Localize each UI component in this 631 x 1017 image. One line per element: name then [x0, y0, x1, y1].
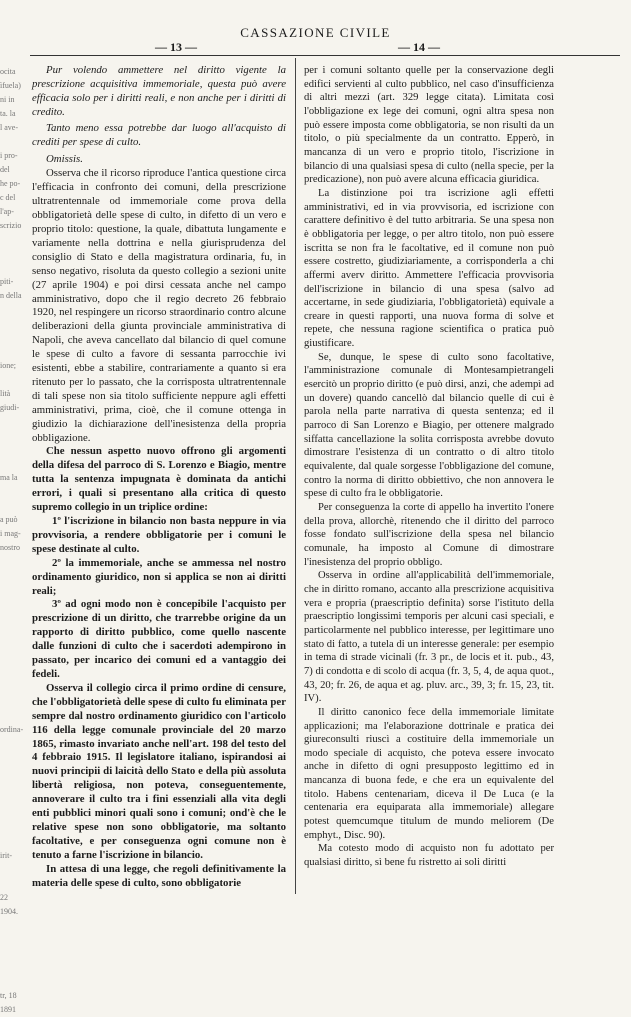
- body-paragraph: Osserva che il ricorso riproduce l'antica questione circa l'efficacia in confronto dei comuni, della prescrizione ultratrentennale od immemoriale come prova della obbligatorietà delle spese di culto, in difetto di un vero e proprio titolo: questione, la quale, dibattuta lungamente e variamente nella dottrina e nella giurisprudenza del consiglio di Stato e della magistratura ordinaria, fu, in senso negativo, risoluta da questo collegio a sezioni unite (27 aprile 1904) e poi dirsi cessata anche nel campo amministrativo, dopo che il regio decreto 26 febbraio 1920, nel respingere un ricorso straordinario contro alcune deliberazioni della giunta provinciale amministrativa di Napoli, che aveva cancellato dal bilancio di quel comune le spese di culto a favore di sessanta parrocchie ivi esistenti, ebbe a stabilire, contrariamente a quanto si era ritenuto per lo passato, che la corrisposta ultratrentennale di tali spese non sia titolo sufficiente neppure agli effetti amministrativi, prima, cioè, che il comune ottenga in giudizio la dichiarazione dell'inesistenza della propria obbligazione.: [32, 167, 286, 444]
- margin-fragment: i mag-: [0, 529, 21, 538]
- margin-fragment: ni in: [0, 95, 15, 104]
- list-item: 1º l'iscrizione in bilancio non basta neppure in via provvisoria, a rendere obbligatorie per i comuni le spese destinate al culto.: [32, 515, 286, 555]
- margin-fragment: [0, 821, 24, 835]
- maxim-paragraph: Pur volendo ammettere nel diritto vigente la prescrizione acquisitiva immemoriale, questa può avere efficacia solo per i diritti reali, e non anche per i diritti di credito.: [32, 64, 286, 118]
- left-page-number: — 13 —: [155, 40, 197, 54]
- margin-fragment: [0, 583, 24, 597]
- margin-fragment: ta. la: [0, 109, 16, 118]
- margin-fragment: ocita: [0, 67, 16, 76]
- margin-fragment: ordina-: [0, 725, 24, 734]
- margin-fragment: [0, 457, 24, 471]
- margin-fragment: [0, 835, 24, 849]
- margin-fragment: nostro: [0, 543, 20, 552]
- margin-fragment: [0, 765, 24, 779]
- body-paragraph: Se, dunque, le spese di culto sono facoltative, l'amministrazione comunale di Montesampietrangeli esercitò un proprio diritto (e può dirsi, anzi, che adempì ad un dovere) quando cancellò dal bilancio quelle di cui è parola nella parte narrativa di questa sentenza; ed il parroco di San Lorenzo e Biagio, per ottenere malgrado siffatta cancellazione la solita corrisposta avrebbe dovuto dimostrare l'esistenza di un contratto o di altro titolo equivalente, dal quale sorgesse l'obbligazione del comune, contro la norma di diritto obbiettivo, che non annovera le spese di culto fra le obbligatorie.: [304, 351, 554, 500]
- margin-fragment: [0, 779, 24, 793]
- margin-fragment: [0, 807, 24, 821]
- margin-fragment: [0, 261, 24, 275]
- margin-fragment: [0, 653, 24, 667]
- right-page-number: — 14 —: [398, 40, 440, 54]
- margin-fragment: [0, 135, 24, 149]
- margin-fragment: [0, 303, 24, 317]
- margin-fragment: giudi-: [0, 403, 20, 412]
- margin-fragment: l ave-: [0, 123, 18, 132]
- body-paragraph: Per conseguenza la corte di appello ha invertito l'onere della prova, allorchè, ritenendo che il diritto del parroco fosse fondato sull'iscrizione della spesa nel bilancio comunale, ha imposto al Comune di dimostrare l'inesistenza del proprio obbligo.: [304, 502, 554, 568]
- margin-fragment: scrizio: [0, 221, 22, 230]
- margin-fragment: [0, 863, 24, 877]
- margin-fragment: [0, 961, 24, 975]
- margin-fragment: [0, 639, 24, 653]
- body-paragraph: Che nessun aspetto nuovo offrono gli argomenti della difesa del parroco di S. Lorenzo e Biagio, mentre tutta la sentenza impugnata è dominata da antichi errori, i quali si presentano alla critica di questo supremo collegio in un triplice ordine:: [32, 445, 286, 514]
- margin-fragment: piti-: [0, 277, 14, 286]
- margin-fragment: [0, 373, 24, 387]
- margin-fragment: 1904.: [0, 907, 18, 916]
- list-item: 2º la immemoriale, anche se ammessa nel nostro ordinamento giuridico, non si applica se non ai diritti reali;: [32, 556, 286, 597]
- margin-fragment: del: [0, 165, 10, 174]
- body-paragraph: In attesa di una legge, che regoli definitivamente la materia delle spese di culto, sono obbligatorie: [32, 862, 286, 889]
- margin-fragment: [0, 625, 24, 639]
- margin-fragment: c del: [0, 193, 16, 202]
- list-item: 3º ad ogni modo non è concepibile l'acquisto per prescrizione di un diritto, che trarrebbe origine da un rapporto di diritto pubblico, come quello nascente dalle funzioni di culto che i sacerdoti adempirono in passato, per incarico dei comuni ed a vantaggio dei fedeli.: [32, 598, 286, 680]
- margin-fragment: irit-: [0, 851, 12, 860]
- margin-fragment: [0, 667, 24, 681]
- margin-fragment: [0, 555, 24, 569]
- margin-fragment: ma la: [0, 473, 18, 482]
- margin-fragment: [0, 429, 24, 443]
- margin-fragment: [0, 877, 24, 891]
- margin-fragment: [0, 681, 24, 695]
- margin-fragment: tr, 18: [0, 991, 17, 1000]
- margin-fragment: [0, 317, 24, 331]
- adjacent-page-margin: [0, 65, 24, 1014]
- margin-fragment: [0, 331, 24, 345]
- margin-fragment: n della: [0, 291, 22, 300]
- left-column: [32, 64, 286, 890]
- margin-fragment: [0, 919, 24, 933]
- margin-fragment: [0, 933, 24, 947]
- margin-fragment: [0, 499, 24, 513]
- body-paragraph: Osserva il collegio circa il primo ordine di censure, che l'obbligatorietà delle spese di culto fu eliminata per sempre dal nostro ordinamento giuridico con l'articolo 116 della legge comunale provinciale del 20 marzo 1865, rimasto invariato anche nell'art. 198 del testo del 4 febbraio 1915. Il legislatore italiano, ispirandosi ai nuovi principii di laicità dello Stato e della più assoluta libertà religiosa, non poteva, conseguentemente, annoverare il culto tra i fini essenziali alla vita degli enti pubblici minori quali sono i comuni; ond'è che le relative spese non sono obbligatorie, ma soltanto facoltative, e per conseguenza ogni comune non è tenuto a farne l'iscrizione in bilancio.: [32, 681, 286, 861]
- margin-fragment: [0, 415, 24, 429]
- margin-fragment: ione;: [0, 361, 16, 370]
- margin-fragment: lità: [0, 389, 11, 398]
- margin-fragment: [0, 247, 24, 261]
- page-header: [0, 22, 631, 44]
- margin-fragment: [0, 443, 24, 457]
- margin-fragment: [0, 611, 24, 625]
- omissis-label: Omissis.: [46, 153, 83, 166]
- body-paragraph: Il diritto canonico fece della immemoriale limitate applicazioni; ma l'elaborazione dottrinale e pratica dei giureconsulti riuscì a costituire della immemoriale un modo speciale di acquisto, che poteva essere invocato anche in difetto di ogni presupposto legittimo ed in mancanza di buona fede, e che era un equivalente del titolo. Habens centenariam, diceva il De Luca (e la centenaria era equiparata alla immemoriale) allegare potest quemcumque titulum de mundo meliorem (De emphyt., Disc. 90).: [304, 706, 554, 841]
- margin-fragment: l'ap-: [0, 207, 14, 216]
- journal-title: CASSAZIONE CIVILE: [240, 25, 391, 40]
- margin-fragment: [0, 793, 24, 807]
- header-rule: [30, 55, 620, 56]
- margin-fragment: [0, 569, 24, 583]
- margin-fragment: [0, 737, 24, 751]
- margin-fragment: [0, 975, 24, 989]
- margin-fragment: he po-: [0, 179, 21, 188]
- body-paragraph: Ma cotesto modo di acquisto non fu adottato per qualsiasi diritto, sì bene fu ristretto ai soli diritti: [304, 843, 554, 869]
- body-paragraph: per i comuni soltanto quelle per la conservazione degli edifici servienti al culto pubblico, nel caso d'insufficienza di altri mezzi (art. 329 legge citata). Limitata così l'obbligazione ex lege dei comuni, ogni altra spesa non può essere imposta come obbligatoria, se non risulti da un titolo, o più specialmente da un contratto. Epperò, in mancanza di un vero e proprio titolo, l'iscrizione in bilancio di una qualsiasi spesa di culto (nella specie, per la predicazione), non può avere alcuna efficacia giuridica.: [304, 65, 554, 186]
- margin-fragment: [0, 751, 24, 765]
- margin-fragment: [0, 597, 24, 611]
- margin-fragment: [0, 709, 24, 723]
- margin-fragment: [0, 233, 24, 247]
- margin-fragment: 22: [0, 893, 8, 902]
- margin-fragment: [0, 947, 24, 961]
- right-column: [304, 64, 554, 870]
- margin-fragment: 1891: [0, 1005, 16, 1014]
- column-divider: [295, 58, 296, 894]
- margin-fragment: [0, 345, 24, 359]
- margin-fragment: i pro-: [0, 151, 18, 160]
- body-paragraph: La distinzione poi tra iscrizione agli effetti amministrativi, ed in via provvisoria, ed iscrizione con carattere definitivo è del tutto arbitraria. Se una spesa non è obbligatoria per legge, o per altro titolo, non può essere iscritta se non fra le facoltative, ed il comune non può essere costretto, giudiziariamente, a corrisponderla a chi affermi averv diritto. Ammettere l'efficacia provvisoria dell'iscrizione in bilancio di una spesa (salvo ad accertarne, in sede giudiziaria, l'obbligatorietà) equivale a creare in questi rapporti, una nuova forma di solve et repete, che nessuna ragione scientifica o pratica può giustificare.: [304, 187, 554, 350]
- maxim-paragraph: Tanto meno essa potrebbe dar luogo all'acquisto di crediti per spese di culto.: [32, 121, 286, 148]
- margin-fragment: [0, 485, 24, 499]
- margin-fragment: [0, 695, 24, 709]
- margin-fragment: ìfuela): [0, 81, 21, 90]
- body-paragraph: Osserva in ordine all'applicabilità dell'immemoriale, che in diritto romano, accanto alla prescrizione acquisitiva vera e propria (praescriptio definita) sorse l'istituto della praescriptio longissimi temporis per alcuni casi speciali, e particolarmente nel pubblico interesse, per legittimare uno stato di fatto, a tutela di un interesse generale: per esempio in tema di strade vicinali (fr. 3 pr., de locis et it. pub., 43, 7) di condotta e di scolo di acqua (fr. 3, 5, 4, de aqua quot., 43, 20; fr. 26, de aqua et ag. pluv. arc., 39, 3; fr. 15, 23, tit. IV).: [304, 570, 554, 705]
- margin-fragment: a può: [0, 515, 18, 524]
